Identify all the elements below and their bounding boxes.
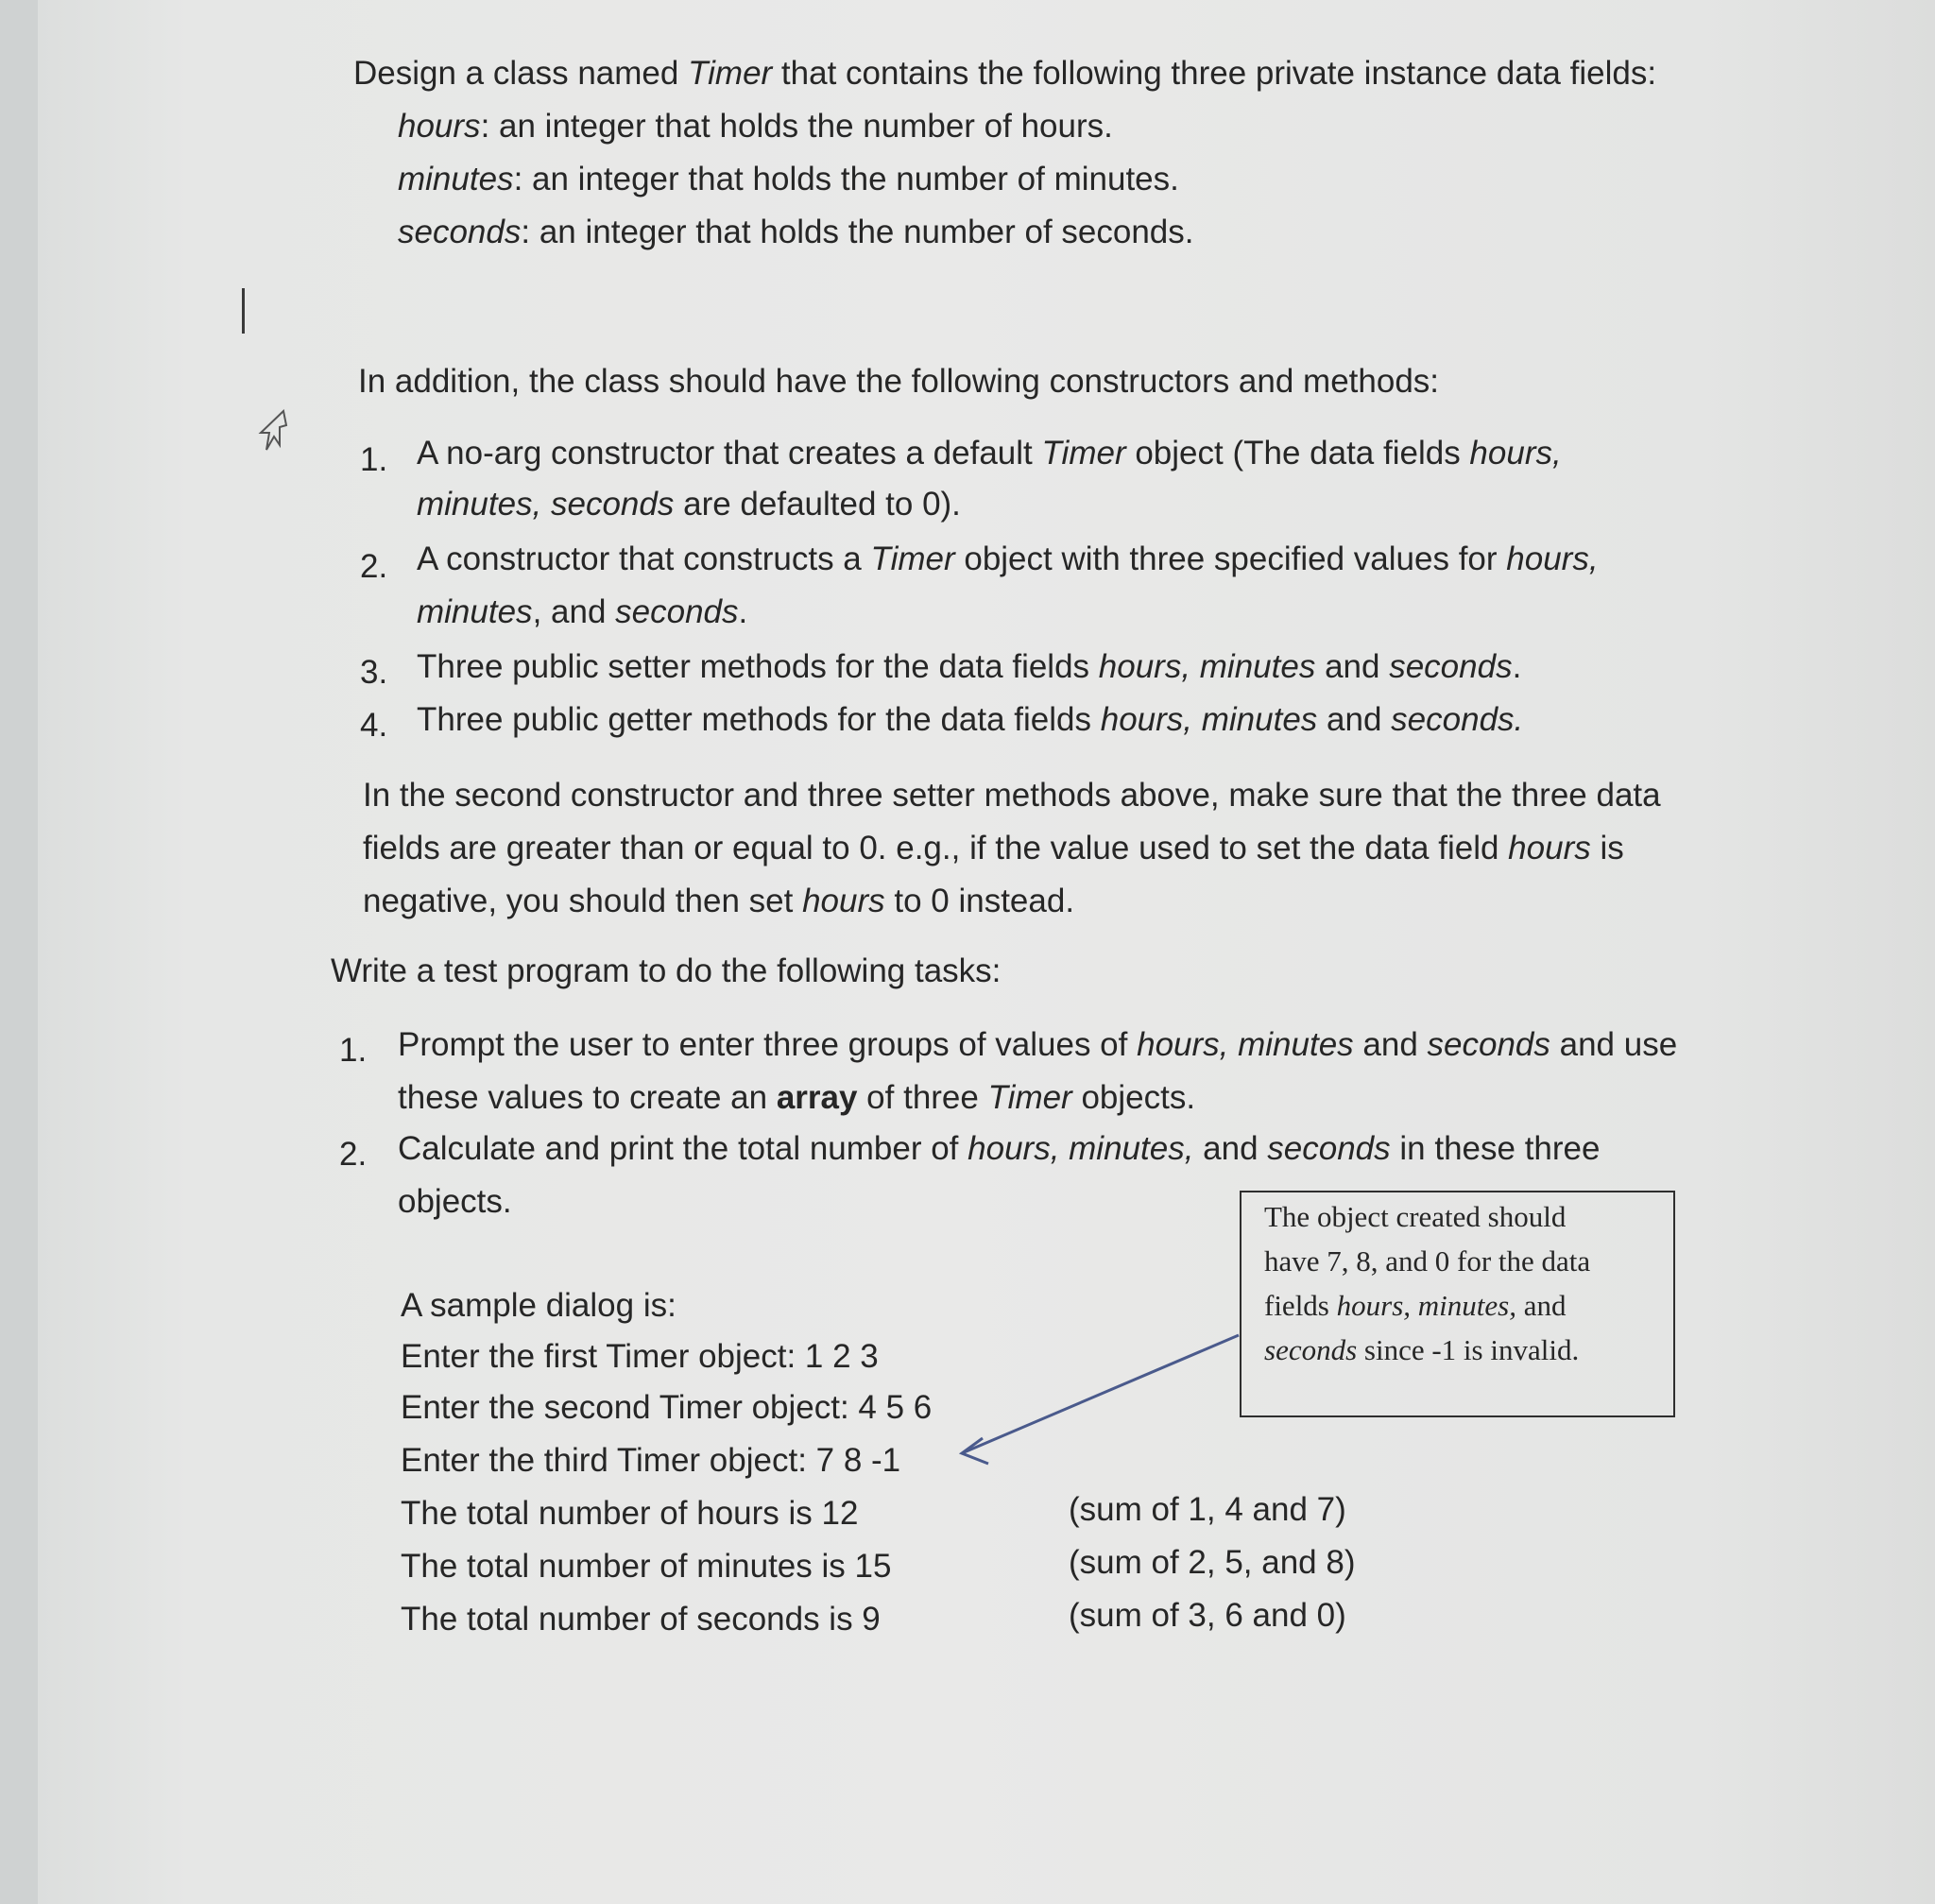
text-run: in these three [1390, 1130, 1601, 1167]
text-run: is [1590, 830, 1624, 866]
task-1-line-1 [398, 1026, 1677, 1064]
text-run: and [1193, 1130, 1268, 1167]
validation-line-3 [363, 883, 1074, 920]
dialog-line [401, 1389, 932, 1427]
callout-box [1240, 1191, 1675, 1417]
text-run: since -1 is invalid. [1357, 1333, 1580, 1366]
text-run: seconds [1264, 1333, 1358, 1366]
method-3 [417, 648, 1521, 686]
text-run: and [1317, 701, 1392, 738]
text-run: minutes [417, 593, 533, 630]
field-minutes [398, 161, 1179, 198]
text-run: Timer [1041, 435, 1126, 472]
text-run: have 7, 8, and 0 for the data [1264, 1244, 1591, 1278]
dialog-line [401, 1495, 858, 1533]
text-run: The total number of hours is 12 [401, 1495, 859, 1532]
text-run: (sum of 1, 4 and 7) [1069, 1491, 1346, 1528]
text-run: object (The data fields [1125, 435, 1470, 472]
text-run: Design a class named [353, 55, 689, 92]
text-run: hours, minutes, [968, 1130, 1194, 1167]
text-run: seconds [1427, 1026, 1550, 1063]
callout-line [1264, 1244, 1590, 1278]
text-run: Enter the second Timer object: 4 5 6 [401, 1389, 933, 1426]
text-run: hours, minutes [1098, 648, 1316, 685]
method-number: 3. [360, 654, 388, 691]
text-run: Timer [688, 55, 773, 92]
text-run: seconds [398, 214, 522, 250]
methods-heading [358, 363, 1439, 401]
sum-note [1069, 1491, 1346, 1529]
text-run: object with three specified values for [954, 540, 1507, 577]
callout-line [1264, 1200, 1566, 1234]
text-run: The total number of seconds is 9 [401, 1601, 881, 1638]
intro-line [353, 55, 1656, 93]
text-run: minutes [398, 161, 514, 197]
text-run: Timer [987, 1079, 1072, 1116]
callout-line [1264, 1289, 1566, 1323]
text-run: seconds. [1391, 701, 1524, 738]
text-run: objects. [398, 1183, 512, 1220]
text-run: A no-arg constructor that creates a default [417, 435, 1042, 472]
task-number: 1. [339, 1032, 368, 1069]
text-run: . [738, 593, 748, 630]
text-run: and [1515, 1289, 1567, 1322]
task-number: 2. [339, 1136, 368, 1173]
text-run: The object created should [1264, 1200, 1567, 1233]
text-run: negative, you should then set [363, 883, 803, 919]
text-run: of three [857, 1079, 988, 1116]
sum-note [1069, 1597, 1346, 1635]
dialog-line [401, 1442, 900, 1480]
text-run: array [776, 1079, 858, 1116]
dialog-heading [401, 1287, 676, 1325]
text-run: A sample dialog is: [401, 1287, 676, 1324]
callout-arrow [962, 1335, 1239, 1453]
text-run: fields [1264, 1289, 1337, 1322]
text-run: hours [1508, 830, 1591, 866]
text-run: Three public getter methods for the data fields [417, 701, 1101, 738]
text-run: and [1315, 648, 1390, 685]
text-run: Prompt the user to enter three groups of values of [398, 1026, 1138, 1063]
method-number: 1. [360, 441, 388, 478]
text-run: Calculate and print the total number of [398, 1130, 968, 1167]
text-run: hours, minutes [1137, 1026, 1354, 1063]
text-run: Timer [870, 540, 955, 577]
text-run: : an integer that holds the number of minutes. [513, 161, 1179, 197]
method-number: 4. [360, 707, 388, 744]
method-1-line-1 [417, 435, 1562, 472]
text-run: In addition, the class should have the following constructors and methods: [358, 363, 1440, 400]
method-2-line-1 [417, 540, 1599, 578]
dialog-line [401, 1601, 881, 1638]
text-run: : an integer that holds the number of hours. [480, 108, 1113, 145]
text-run: hours, [1506, 540, 1599, 577]
text-run: hours, minutes, [1336, 1289, 1516, 1322]
text-run: hours [802, 883, 885, 919]
text-run: The total number of minutes is 15 [401, 1548, 892, 1585]
field-seconds [398, 214, 1194, 251]
text-run: hours, minutes [1100, 701, 1318, 738]
text-run: fields are greater than or equal to 0. e.g., if the value used to set the data field [363, 830, 1509, 866]
validation-line-1 [363, 777, 1661, 815]
method-2-line-2 [417, 593, 747, 631]
text-run: Enter the third Timer object: 7 8 -1 [401, 1442, 901, 1479]
text-run: seconds [1267, 1130, 1391, 1167]
method-1-line-2 [417, 486, 961, 523]
text-run: and use [1550, 1026, 1678, 1063]
callout-line [1264, 1333, 1579, 1367]
text-run: are defaulted to 0). [674, 486, 961, 523]
dialog-line [401, 1548, 891, 1586]
text-run: (sum of 2, 5, and 8) [1069, 1544, 1356, 1581]
text-run: seconds [1389, 648, 1513, 685]
dialog-line [401, 1338, 879, 1376]
pointer-icon [261, 411, 286, 450]
text-run: Enter the first Timer object: 1 2 3 [401, 1338, 879, 1375]
method-number: 2. [360, 548, 388, 585]
task-2-line-2 [398, 1183, 512, 1221]
task-1-line-2 [398, 1079, 1195, 1117]
text-run: Three public setter methods for the data fields [417, 648, 1099, 685]
text-run: Write a test program to do the following tasks: [331, 952, 1002, 989]
task-2-line-1 [398, 1130, 1600, 1168]
text-run: hours, [1469, 435, 1562, 472]
text-run: , and [532, 593, 616, 630]
text-run: minutes, seconds [417, 486, 675, 523]
field-hours [398, 108, 1113, 146]
text-run: to 0 instead. [884, 883, 1075, 919]
callout-arrowhead [962, 1438, 988, 1464]
text-run: that contains the following three private instance data fields: [772, 55, 1657, 92]
sum-note [1069, 1544, 1355, 1582]
text-run: A constructor that constructs a [417, 540, 871, 577]
text-run: . [1512, 648, 1522, 685]
text-run: In the second constructor and three setter methods above, make sure that the three data [363, 777, 1661, 814]
test-heading [331, 952, 1001, 990]
validation-line-2 [363, 830, 1624, 867]
text-run: these values to create an [398, 1079, 777, 1116]
method-4 [417, 701, 1523, 739]
text-run: seconds [615, 593, 739, 630]
text-run: hours [398, 108, 481, 145]
text-run: (sum of 3, 6 and 0) [1069, 1597, 1346, 1634]
text-run: : an integer that holds the number of seconds. [521, 214, 1194, 250]
text-run: and [1353, 1026, 1428, 1063]
text-run: objects. [1071, 1079, 1196, 1116]
